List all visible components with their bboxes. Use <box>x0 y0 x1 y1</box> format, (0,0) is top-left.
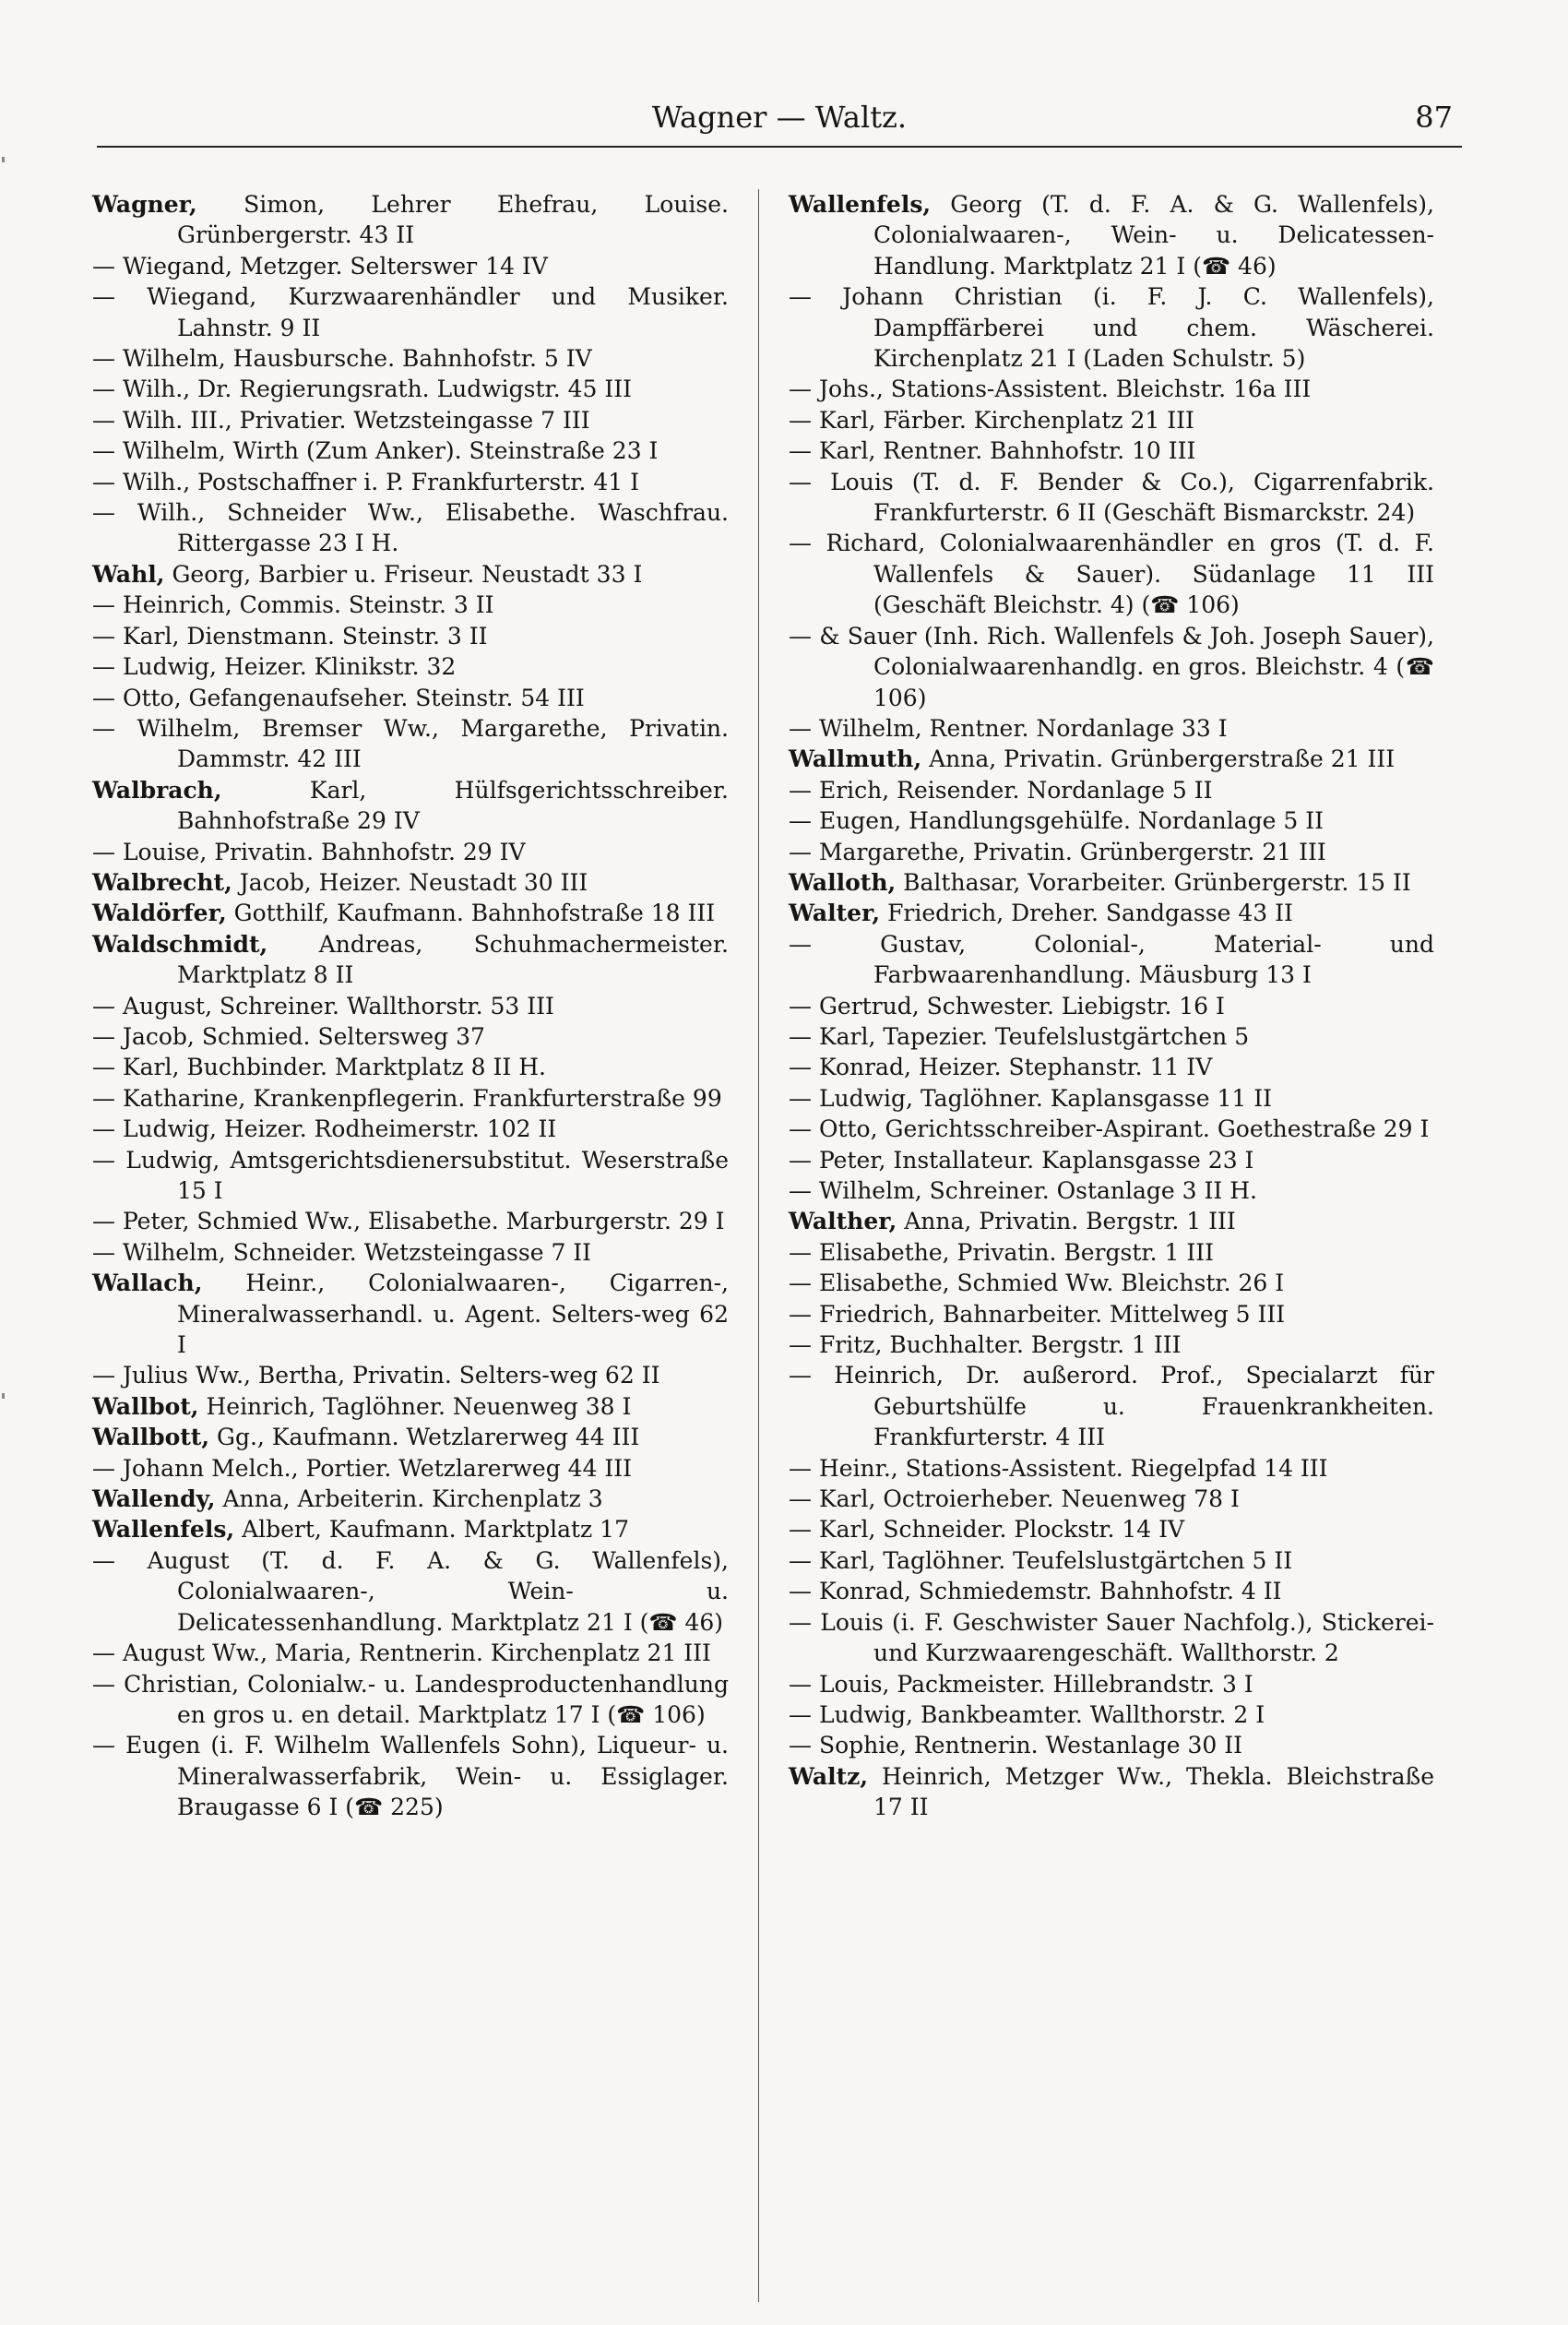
page-number: 87 <box>1415 100 1453 135</box>
surname: Waldörfer, <box>92 900 227 927</box>
entry-text: — Wilh., Dr. Regierungsrath. Ludwigstr. 45 III <box>92 376 633 403</box>
directory-entry <box>789 1360 1434 1452</box>
entry-text: — Peter, Installateur. Kaplansgasse 23 I <box>789 1146 1254 1174</box>
surname: Waltz, <box>789 1762 869 1790</box>
directory-entry <box>92 837 729 867</box>
entry-text: — August Ww., Maria, Rentnerin. Kirchenplatz 21 III <box>92 1639 711 1667</box>
directory-entry <box>789 281 1434 374</box>
entry-text: — Margarethe, Privatin. Grünbergerstr. 21 III <box>789 838 1326 865</box>
entry-text: — Wilh. III., Privatier. Wetzsteingasse 7 III <box>92 406 590 434</box>
entry-text: Heinr., Colonialwaaren-, Cigarren-, Mineralwasserhandl. u. Agent. Selters-weg 62 I <box>177 1270 729 1359</box>
entry-text: — Ludwig, Bankbeamter. Wallthorstr. 2 I <box>789 1700 1265 1728</box>
entry-text: — Ludwig, Taglöhner. Kaplansgasse 11 II <box>789 1084 1272 1112</box>
entry-text: Gg., Kaufmann. Wetzlarerweg 44 III <box>217 1424 640 1451</box>
directory-entry <box>789 1268 1434 1298</box>
directory-entry <box>789 1299 1434 1329</box>
entry-text: Simon, Lehrer Ehefrau, Louise. Grünbergerstr. 43 II <box>177 191 729 249</box>
directory-entry <box>92 898 729 928</box>
entry-text: — Karl, Dienstmann. Steinstr. 3 II <box>92 622 488 650</box>
directory-entry <box>92 1052 729 1082</box>
directory-entry <box>92 867 729 898</box>
directory-entry <box>92 1206 729 1236</box>
entry-text: — Christian, Colonialw.- u. Landesproductenhandlung en gros u. en detail. Marktplatz 17 I (☎ 106) <box>92 1670 729 1728</box>
entry-text: — Konrad, Heizer. Stephanstr. 11 IV <box>789 1054 1213 1081</box>
entry-text: — Karl, Taglöhner. Teufelslustgärtchen 5 II <box>789 1546 1293 1574</box>
directory-entry <box>92 281 729 343</box>
entry-text: — Heinr., Stations-Assistent. Riegelpfad 14 III <box>789 1454 1328 1482</box>
directory-entry <box>789 1761 1434 1823</box>
directory-entry <box>92 497 729 559</box>
directory-entry <box>789 1545 1434 1576</box>
directory-entry <box>92 621 729 651</box>
entry-text: — Wilhelm, Schreiner. Ostanlage 3 II H. <box>789 1177 1257 1204</box>
entry-text: — Johs., Stations-Assistent. Bleichstr. 16a III <box>789 376 1312 403</box>
entry-text: — Karl, Octroierheber. Neuenweg 78 I <box>789 1485 1240 1513</box>
directory-entry <box>789 867 1434 898</box>
entry-text: — Eugen, Handlungsgehülfe. Nordanlage 5 II <box>789 807 1324 835</box>
entry-text: — Wilh., Schneider Ww., Elisabethe. Waschfrau. Rittergasse 23 I H. <box>92 499 729 557</box>
directory-entry <box>789 621 1434 713</box>
directory-entry <box>789 467 1434 529</box>
directory-entry <box>92 343 729 374</box>
entry-text: — Wiegand, Metzger. Selterswег 14 IV <box>92 252 548 280</box>
directory-entry <box>92 775 729 837</box>
margin-mark <box>2 1393 5 1399</box>
surname: Waldschmidt, <box>92 930 268 958</box>
running-head: Wagner — Waltz. <box>651 100 908 135</box>
directory-entry <box>92 1083 729 1114</box>
directory-entry <box>92 467 729 497</box>
entry-text: — Wilhelm, Wirth (Zum Anker). Steinstraße 23 I <box>92 437 659 465</box>
entry-text: Albert, Kaufmann. Marktplatz 17 <box>242 1516 629 1544</box>
entry-text: — Katharine, Krankenpflegerin. Frankfurterstraße 99 <box>92 1084 722 1112</box>
entry-text: Anna, Privatin. Bergstr. 1 III <box>904 1208 1236 1235</box>
entry-text: Georg (T. d. F. A. & G. Wallenfels), Colonialwaaren-, Wein- u. Delicatessen-Handlung. Marktplatz 21 I (☎ 46) <box>873 191 1434 280</box>
surname: Wagner, <box>92 191 197 218</box>
directory-entry <box>92 651 729 682</box>
entry-text: — Johann Christian (i. F. J. C. Wallenfels), Dampffärberei und chem. Wäscherei. Kirchenplatz 21 I (Laden Schulstr. 5) <box>789 283 1434 373</box>
entry-text: — Ludwig, Amtsgerichtsdienersubstitut. Weserstraße 15 I <box>92 1146 729 1204</box>
directory-entry <box>789 1206 1434 1236</box>
directory-entry <box>92 1669 729 1731</box>
surname: Walloth, <box>789 868 897 896</box>
directory-entry <box>789 775 1434 805</box>
directory-entry <box>789 1052 1434 1082</box>
entry-text: — Gustav, Colonial-, Material- und Farbwaarenhandlung. Mäusburg 13 I <box>789 930 1434 989</box>
directory-entry <box>92 1730 729 1822</box>
entry-text: — Wiegand, Kurzwaarenhändler und Musiker. Lahnstr. 9 II <box>92 283 729 341</box>
directory-entry <box>92 1422 729 1452</box>
surname: Wallenfels, <box>92 1516 235 1544</box>
directory-entry <box>789 1175 1434 1206</box>
directory-entry <box>92 1391 729 1422</box>
directory-entry <box>92 1638 729 1668</box>
directory-entry <box>92 683 729 713</box>
surname: Wallach, <box>92 1270 203 1297</box>
entry-text: — Louis (T. d. F. Bender & Co.), Cigarrenfabrik. Frankfurterstr. 6 II (Geschäft Bismarckstr. 24) <box>789 468 1434 527</box>
directory-entry <box>92 374 729 404</box>
directory-entry <box>789 1484 1434 1514</box>
entry-text: — Heinrich, Dr. außerord. Prof., Specialarzt für Geburtshülfe u. Frauenkrankheiten. Frankfurterstr. 4 III <box>789 1362 1434 1451</box>
entry-text: Andreas, Schuhmachermeister. Marktplatz 8 II <box>177 930 729 989</box>
directory-entry <box>789 405 1434 435</box>
directory-entry <box>789 1576 1434 1606</box>
entry-text: — Louis (i. F. Geschwister Sauer Nachfolg.), Stickerei- und Kurzwaarengeschäft. Wallthorstr. 2 <box>789 1608 1434 1667</box>
entry-text: — Wilhelm, Schneider. Wetzsteingasse 7 II <box>92 1238 592 1266</box>
entry-text: — Erich, Reisender. Nordanlage 5 II <box>789 776 1213 804</box>
entry-text: — Wilhelm, Rentner. Nordanlage 33 I <box>789 714 1228 742</box>
right-column <box>789 189 1434 1823</box>
surname: Walther, <box>789 1208 897 1235</box>
directory-entry <box>92 1514 729 1544</box>
directory-entry <box>92 1237 729 1268</box>
directory-entry <box>789 1699 1434 1730</box>
directory-entry <box>92 405 729 435</box>
entry-text: — Fritz, Buchhalter. Bergstr. 1 III <box>789 1331 1182 1359</box>
entry-text: — Karl, Tapezier. Teufelslustgärtchen 5 <box>789 1022 1250 1050</box>
directory-entry <box>789 1021 1434 1052</box>
entry-text: — Otto, Gerichtsschreiber-Aspirant. Goethestraße 29 I <box>789 1115 1430 1143</box>
directory-entry <box>92 559 729 590</box>
directory-entry <box>789 1237 1434 1268</box>
directory-entry <box>789 528 1434 620</box>
surname: Walbrach, <box>92 776 222 804</box>
directory-entry <box>92 1268 729 1360</box>
entry-text: — Karl, Färber. Kirchenplatz 21 III <box>789 406 1194 434</box>
surname: Wallendy, <box>92 1485 216 1513</box>
directory-entry <box>92 435 729 466</box>
directory-entry <box>789 837 1434 867</box>
surname: Wahl, <box>92 560 165 588</box>
entry-text: — Wilhelm, Hausbursche. Bahnhofstr. 5 IV <box>92 345 592 373</box>
directory-entry <box>789 435 1434 466</box>
entry-text: Heinrich, Taglöhner. Neuenweg 38 I <box>206 1392 632 1420</box>
directory-entry <box>789 1730 1434 1760</box>
surname: Wallenfels, <box>789 191 932 218</box>
directory-entry <box>789 1083 1434 1114</box>
entry-text: Friedrich, Dreher. Sandgasse 43 II <box>887 900 1293 927</box>
directory-entry <box>92 1545 729 1638</box>
entry-text: Gotthilf, Kaufmann. Bahnhofstraße 18 III <box>233 900 716 927</box>
entry-text: Karl, Hülfsgerichtsschreiber. Bahnhofstraße 29 IV <box>177 776 730 835</box>
directory-entry <box>92 1021 729 1052</box>
directory-entry <box>789 374 1434 404</box>
directory-entry <box>789 744 1434 774</box>
margin-mark <box>2 157 5 162</box>
entry-text: — Eugen (i. F. Wilhelm Wallenfels Sohn), Liqueur- u. Mineralwasserfabrik, Wein- u. Essiglager. Braugasse 6 I (☎ 225) <box>92 1732 729 1821</box>
directory-entry <box>92 991 729 1021</box>
entry-text: — Ludwig, Heizer. Rodheimerstr. 102 II <box>92 1115 557 1143</box>
directory-entry <box>92 1145 729 1207</box>
column-divider <box>758 189 759 2302</box>
directory-entry <box>789 1514 1434 1544</box>
directory-entry <box>92 929 729 991</box>
entry-text: — Otto, Gefangenaufseher. Steinstr. 54 III <box>92 684 585 711</box>
entry-text: Georg, Barbier u. Friseur. Neustadt 33 I <box>172 560 643 588</box>
directory-entry <box>789 713 1434 744</box>
directory-entry <box>789 1145 1434 1175</box>
directory-entry <box>789 1114 1434 1144</box>
directory-entry <box>92 1453 729 1484</box>
entry-text: — Sophie, Rentnerin. Westanlage 30 II <box>789 1732 1243 1759</box>
directory-entry <box>789 929 1434 991</box>
entry-text: — Ludwig, Heizer. Klinikstr. 32 <box>92 653 457 681</box>
directory-entry <box>92 1114 729 1144</box>
entry-text: — Elisabethe, Privatin. Bergstr. 1 III <box>789 1238 1214 1266</box>
directory-entry <box>92 1484 729 1514</box>
entry-text: — Karl, Buchbinder. Marktplatz 8 II H. <box>92 1054 546 1081</box>
directory-entry <box>789 805 1434 836</box>
entry-text: Heinrich, Metzger Ww., Thekla. Bleichstraße 17 II <box>873 1762 1434 1821</box>
directory-entry <box>92 251 729 281</box>
entry-text: — Karl, Rentner. Bahnhofstr. 10 III <box>789 437 1196 465</box>
entry-text: — August (T. d. F. A. & G. Wallenfels), Colonialwaaren-, Wein- u. Delicatessenhandlung. Marktplatz 21 I (☎ 46) <box>92 1546 729 1636</box>
directory-entry <box>789 1453 1434 1484</box>
surname: Walbrecht, <box>92 868 232 896</box>
surname: Wallbott, <box>92 1424 210 1451</box>
directory-entry <box>92 189 729 251</box>
entry-text: — Johann Melch., Portier. Wetzlarerweg 44 III <box>92 1454 633 1482</box>
entry-text: — & Sauer (Inh. Rich. Wallenfels & Joh. Joseph Sauer), Colonialwaarenhandlg. en gros. Bleichstr. 4 (☎ 106) <box>789 622 1434 711</box>
page-header <box>97 92 1462 148</box>
directory-entry <box>789 898 1434 928</box>
directory-entry <box>92 590 729 620</box>
surname: Wallbot, <box>92 1392 199 1420</box>
entry-text: — Wilhelm, Bremser Ww., Margarethe, Privatin. Dammstr. 42 III <box>92 714 729 773</box>
entry-text: — Karl, Schneider. Plockstr. 14 IV <box>789 1516 1185 1544</box>
entry-text: Balthasar, Vorarbeiter. Grünbergerstr. 15 II <box>903 868 1411 896</box>
entry-text: — Gertrud, Schwester. Liebigstr. 16 I <box>789 992 1225 1019</box>
entry-text: — Julius Ww., Bertha, Privatin. Selters-weg 62 II <box>92 1362 660 1389</box>
entry-text: — August, Schreiner. Wallthorstr. 53 III <box>92 992 554 1019</box>
entry-text: — Wilh., Postschaffner i. P. Frankfurterstr. 41 I <box>92 468 639 495</box>
surname: Wallmuth, <box>789 745 922 773</box>
entry-text: Anna, Privatin. Grünbergerstraße 21 III <box>929 745 1396 773</box>
entry-text: — Konrad, Schmiedemstr. Bahnhofstr. 4 II <box>789 1578 1282 1605</box>
surname: Walter, <box>789 900 881 927</box>
directory-entry <box>789 1607 1434 1669</box>
directory-entry <box>789 1329 1434 1360</box>
entry-text: — Peter, Schmied Ww., Elisabethe. Marburgerstr. 29 I <box>92 1208 725 1235</box>
directory-entry <box>789 1669 1434 1699</box>
entry-text: — Louise, Privatin. Bahnhofstr. 29 IV <box>92 838 526 865</box>
entry-text: Anna, Arbeiterin. Kirchenplatz 3 <box>222 1485 603 1513</box>
directory-entry <box>789 991 1434 1021</box>
entry-text: — Friedrich, Bahnarbeiter. Mittelweg 5 III <box>789 1300 1286 1328</box>
entry-text: — Jacob, Schmied. Selterswеg 37 <box>92 1022 485 1050</box>
directory-entry <box>92 713 729 775</box>
directory-entry <box>92 1360 729 1390</box>
entry-text: — Louis, Packmeister. Hillebrandstr. 3 I <box>789 1670 1253 1698</box>
left-column <box>92 189 729 1823</box>
entry-text: — Heinrich, Commis. Steinstr. 3 II <box>92 591 494 619</box>
entry-text: — Elisabethe, Schmied Ww. Bleichstr. 26 I <box>789 1270 1285 1297</box>
entry-text: Jacob, Heizer. Neustadt 30 III <box>239 868 588 896</box>
directory-entry <box>789 189 1434 281</box>
entry-text: — Richard, Colonialwaarenhändler en gros (T. d. F. Wallenfels & Sauer). Südanlage 11 III (Geschäft Bleichstr. 4) (☎ 106) <box>789 530 1434 619</box>
